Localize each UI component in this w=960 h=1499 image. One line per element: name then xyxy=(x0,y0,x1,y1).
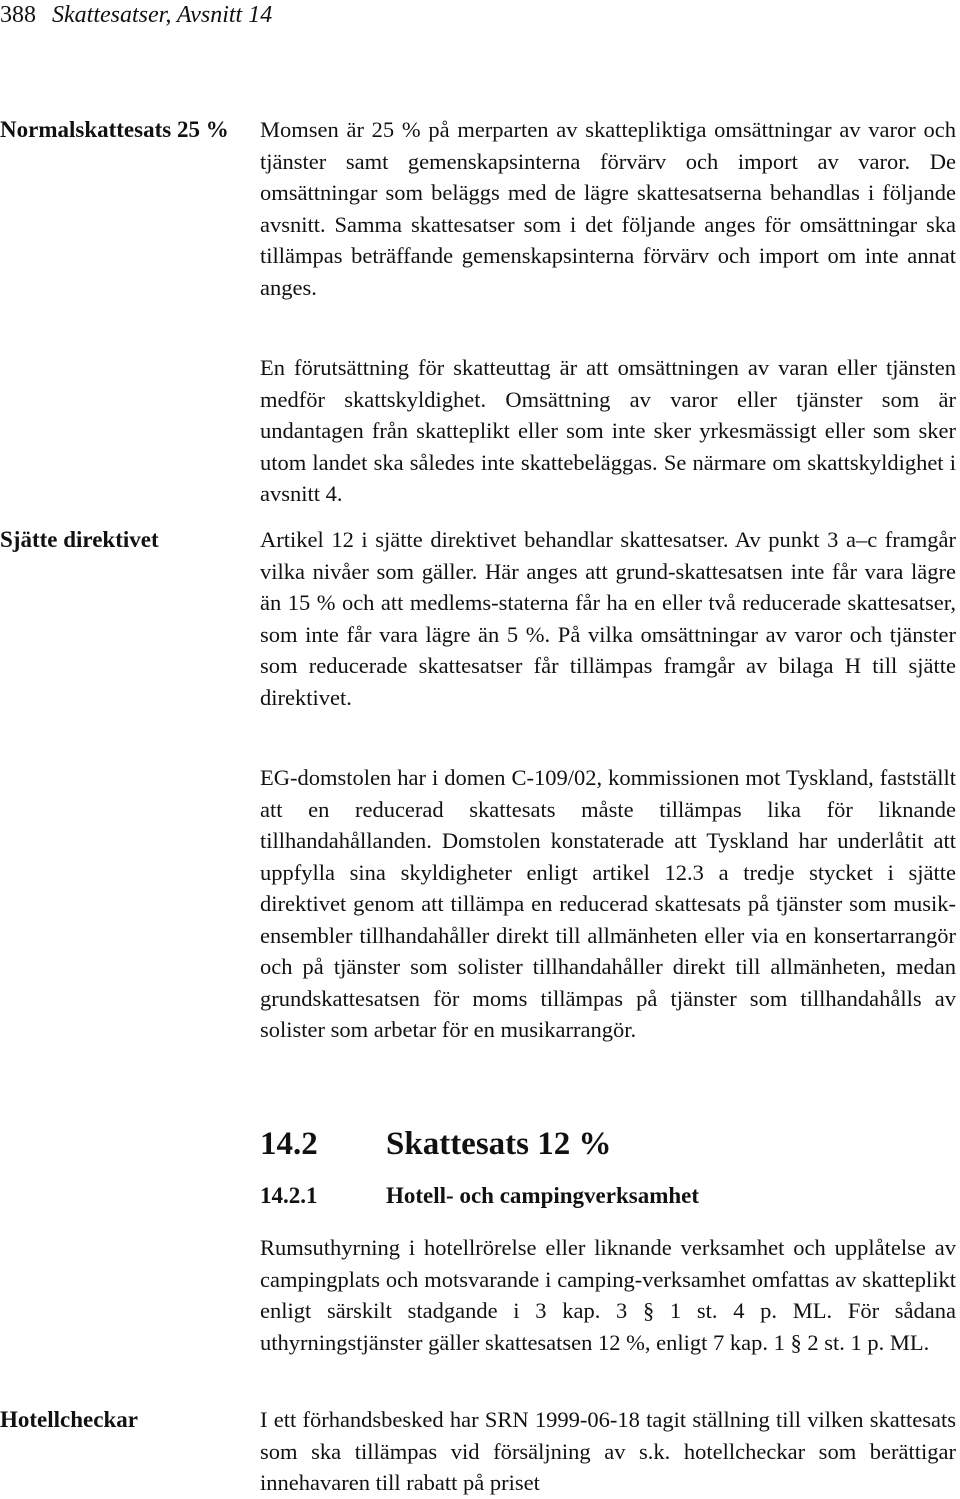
paragraph-momsen: Momsen är 25 % på merparten av skattepliktiga omsättningar av varor och tjänster samt gemenskapsinterna förvärv och import av varor. De omsättningar som beläggs med de lägre skattesatserna behandlas i följande avsnitt. Samma skattesatser som i det följande anges för omsättningar ska tillämpas beträffande gemenskapsinterna förvärv och import om inte annat anges. xyxy=(260,117,956,300)
subsection-title: Hotell- och campingverksamhet xyxy=(386,1183,700,1208)
section-title: Skattesats 12 % xyxy=(386,1126,612,1162)
paragraph-forutsattning: En förutsättning för skatteuttag är att omsättningen av varan eller tjänsten medför skattskyldighet. Omsättning av varor eller tjänster som är undantagen från skatteplikt eller som inte sker yrkesmässigt eller som sker utom landet ska således inte skattebeläggas. Se närmare om skattskyldighet i avsnitt 4. xyxy=(260,355,956,506)
margin-heading-normalskattesats: Normalskattesats 25 % xyxy=(0,117,229,142)
running-title: Skattesatser, Avsnitt 14 xyxy=(52,2,273,28)
margin-heading-sjatte-direktivet: Sjätte direktivet xyxy=(0,527,159,552)
page-number: 388 xyxy=(0,2,36,28)
paragraph-eg-domstolen: EG-domstolen har i domen C-109/02, kommissionen mot Tyskland, fastställt att en reducerad skattesats måste tillämpas lika för liknande tillhandahållanden. Domstolen konstaterade att Tyskland har underlåtit att uppfylla sina skyldigheter enligt artikel 12.3 a tredje stycket i sjätte direktivet genom att tillämpa en reducerad skattesats på tjänster som musik-ensembler tillhandahåller direkt till allmänheten eller via en konsertarrangör och på tjänster som solister tillhandahåller direkt till allmänheten, medan grundskattesatsen för moms tillämpas på tjänster som tillhandahålls av solister som arbetar för en musikarrangör. xyxy=(260,765,956,1042)
paragraph-artikel-12: Artikel 12 i sjätte direktivet behandlar skattesatser. Av punkt 3 a–c framgår vilka nivåer som gäller. Här anges att grund-skattesatsen inte får vara lägre än 15 % och att medlems-staterna får ha en eller två reducerade skattesatser, som inte får vara lägre än 5 %. På vilka omsättningar av varor och tjänster som reducerade skattesatser får tillämpas framgår av bilaga H till sjätte direktivet. xyxy=(260,527,956,710)
section-heading-14-2 xyxy=(260,1126,612,1163)
margin-heading-hotellcheckar: Hotellcheckar xyxy=(0,1407,138,1432)
paragraph-rumsuthyrning: Rumsuthyrning i hotellrörelse eller liknande verksamhet och upplåtelse av campingplats och motsvarande i camping-verksamhet omfattas av skatteplikt enligt särskilt stadgande i 3 kap. 3 § 1 st. 4 p. ML. För sådana uthyrningstjänster gäller skattesatsen 12 %, enligt 7 kap. 1 § 2 st. 1 p. ML. xyxy=(260,1235,956,1355)
subsection-number: 14.2.1 xyxy=(260,1183,318,1208)
paragraph-forhandsbesked: I ett förhandsbesked har SRN 1999-06-18 tagit ställning till vilken skattesats som ska tillämpas vid försäljning av s.k. hotellcheckar som berättigar innehavaren till rabatt på priset xyxy=(260,1407,956,1495)
section-number: 14.2 xyxy=(260,1126,318,1162)
page-header xyxy=(0,2,272,29)
subsection-heading-14-2-1 xyxy=(260,1183,699,1209)
